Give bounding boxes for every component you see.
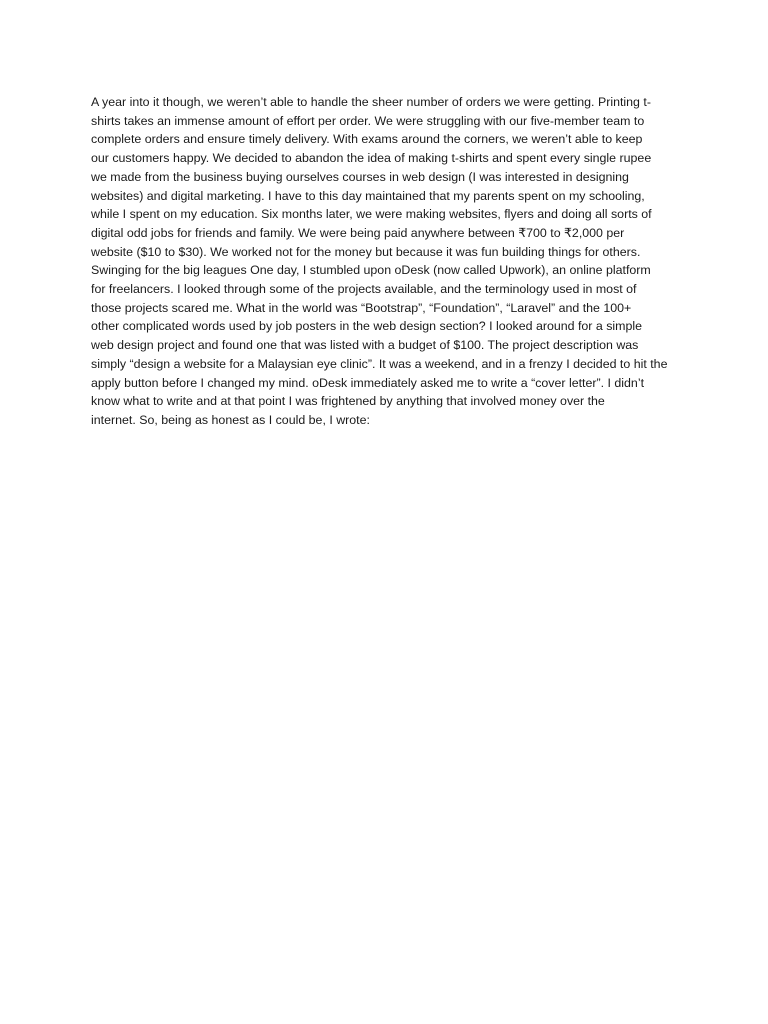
text-line-2: shirts takes an immense amount of effort per order. We were struggling with our five-member team to <box>91 113 645 128</box>
text-line-15: simply “design a website for a Malaysian eye clinic”. It was a weekend, and in a frenzy I decided to hit the <box>91 356 668 371</box>
text-line-13: other complicated words used by job posters in the web design section? I looked around for a simple <box>91 319 643 334</box>
text-line-1: A year into it though, we weren’t able to handle the sheer number of orders we were getting. Printing t- <box>91 95 651 109</box>
text-line-11: for freelancers. I looked through some of the projects available, and the terminology used in most of <box>91 282 637 297</box>
text-line-12: those projects scared me. What in the world was “Bootstrap”, “Foundation”, “Laravel” and the 100+ <box>91 300 632 315</box>
text-line-16: apply button before I changed my mind. oDesk immediately asked me to write a “cover letter”. I didn’t <box>91 375 645 390</box>
text-line-4: our customers happy. We decided to abandon the idea of making t-shirts and spent every single rupee <box>91 151 652 166</box>
body-paragraph <box>91 93 687 430</box>
text-line-5: we made from the business buying ourselves courses in web design (I was interested in designing <box>91 169 629 184</box>
text-line-14: web design project and found one that was listed with a budget of $100. The project description was <box>91 338 639 353</box>
text-line-3: complete orders and ensure timely delivery. With exams around the corners, we weren’t able to keep <box>91 132 643 147</box>
text-line-8: digital odd jobs for friends and family. We were being paid anywhere between ₹700 to ₹2,000 per <box>91 225 625 240</box>
text-line-17: know what to write and at that point I was frightened by anything that involved money over the <box>91 394 605 409</box>
text-line-6: websites) and digital marketing. I have to this day maintained that my parents spent on my schooling, <box>91 188 645 203</box>
text-line-18: internet. So, being as honest as I could be, I wrote: <box>91 412 370 427</box>
text-line-9: website ($10 to $30). We worked not for the money but because it was fun building things for others. <box>91 244 641 259</box>
text-line-10: Swinging for the big leagues One day, I stumbled upon oDesk (now called Upwork), an online platform <box>91 263 651 278</box>
text-line-7: while I spent on my education. Six months later, we were making websites, flyers and doing all sorts of <box>91 207 652 222</box>
